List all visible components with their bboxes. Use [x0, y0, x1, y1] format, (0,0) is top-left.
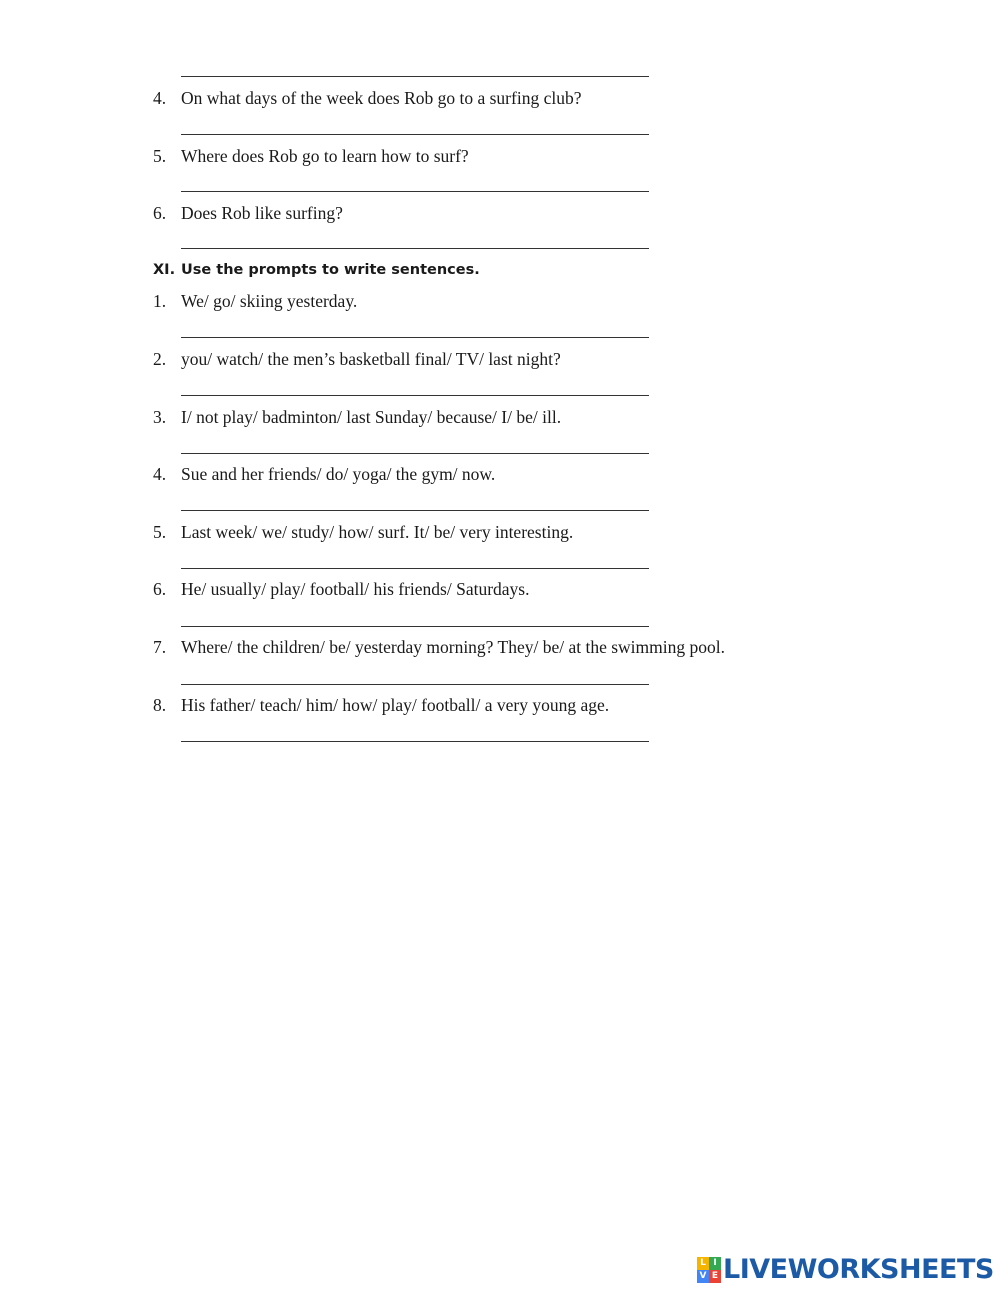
- answer-line[interactable]: [181, 76, 649, 77]
- prompt-item: [153, 695, 609, 715]
- answer-line[interactable]: [181, 395, 649, 396]
- answer-line[interactable]: [181, 568, 649, 569]
- answer-line[interactable]: [181, 337, 649, 338]
- question-item: [153, 88, 581, 108]
- question-text: Does Rob like surfing?: [181, 203, 343, 223]
- prompt-number: 8.: [153, 695, 167, 715]
- prompt-item: [153, 464, 495, 484]
- prompt-number: 1.: [153, 291, 167, 311]
- prompt-text: Sue and her friends/ do/ yoga/ the gym/ now.: [181, 464, 496, 484]
- logo-text: LIVEWORKSHEETS: [723, 1254, 994, 1285]
- prompt-text: Where/ the children/ be/ yesterday morning? They/ be/ at the swimming pool.: [181, 637, 725, 657]
- answer-line[interactable]: [181, 191, 649, 192]
- answer-line[interactable]: [181, 684, 649, 685]
- question-number: 4.: [153, 88, 167, 108]
- prompt-item: [153, 291, 357, 311]
- prompt-item: [153, 579, 530, 599]
- question-text: Where does Rob go to learn how to surf?: [181, 146, 469, 166]
- answer-line[interactable]: [181, 510, 649, 511]
- section-heading: [153, 261, 480, 279]
- question-item: [153, 203, 343, 223]
- liveworksheets-logo: [697, 1255, 994, 1285]
- prompt-number: 5.: [153, 522, 167, 542]
- prompt-number: 7.: [153, 637, 167, 657]
- section-number: XI.: [153, 262, 176, 278]
- prompt-text: We/ go/ skiing yesterday.: [181, 291, 358, 311]
- prompt-text: I/ not play/ badminton/ last Sunday/ because/ I/ be/ ill.: [181, 407, 562, 427]
- question-item: [153, 146, 469, 166]
- prompt-item: [153, 522, 573, 542]
- answer-line[interactable]: [181, 134, 649, 135]
- prompt-text: you/ watch/ the men’s basketball final/ TV/ last night?: [181, 349, 561, 369]
- answer-line[interactable]: [181, 741, 649, 742]
- prompt-text: Last week/ we/ study/ how/ surf. It/ be/ very interesting.: [181, 522, 574, 542]
- logo-mark-cell: I: [709, 1257, 721, 1270]
- prompt-text: His father/ teach/ him/ how/ play/ football/ a very young age.: [181, 695, 610, 715]
- prompt-item: [153, 407, 561, 427]
- prompt-item: [153, 637, 725, 657]
- answer-line[interactable]: [181, 453, 649, 454]
- question-number: 6.: [153, 203, 167, 223]
- question-number: 5.: [153, 146, 167, 166]
- logo-mark-cell: E: [709, 1270, 721, 1283]
- prompt-number: 3.: [153, 407, 167, 427]
- prompt-number: 2.: [153, 349, 167, 369]
- prompt-number: 6.: [153, 579, 167, 599]
- answer-line[interactable]: [181, 626, 649, 627]
- answer-line[interactable]: [181, 248, 649, 249]
- prompt-item: [153, 349, 561, 369]
- prompt-number: 4.: [153, 464, 167, 484]
- logo-mark-cell: L: [697, 1257, 709, 1270]
- logo-mark-icon: [697, 1257, 721, 1283]
- section-title: Use the prompts to write sentences.: [181, 262, 480, 278]
- logo-mark-cell: V: [697, 1270, 709, 1283]
- question-text: On what days of the week does Rob go to a surfing club?: [181, 88, 582, 108]
- prompt-text: He/ usually/ play/ football/ his friends/ Saturdays.: [181, 579, 530, 599]
